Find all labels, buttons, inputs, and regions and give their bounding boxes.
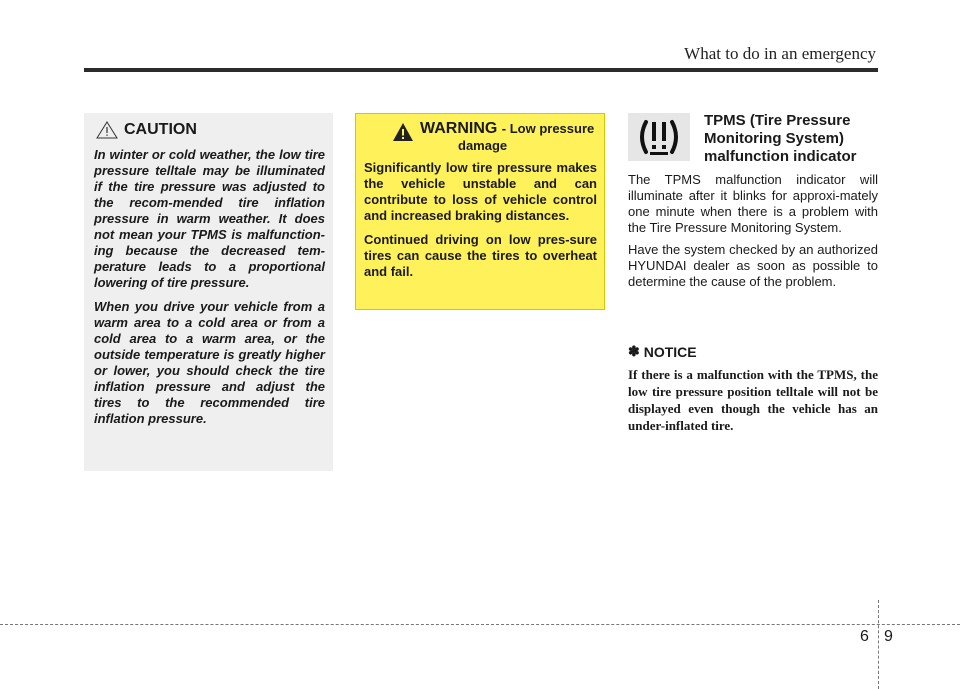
caution-paragraph: When you drive your vehicle from a warm area to a cold area or from a cold area to a warm area, or the outside temperature is greatly higher or lower, you should check the tire inflation pressure and adjust the tires to the recommended tire inflation pressure. bbox=[94, 299, 325, 426]
body-paragraph: Have the system checked by an authorized HYUNDAI dealer as soon as possible to determine the cause of the problem. bbox=[628, 242, 878, 289]
warning-subtitle: - Low pressure bbox=[501, 121, 595, 136]
body-paragraph: The TPMS malfunction indicator will illuminate after it blinks for approxi-mately one minute when there is a problem with the Tire Pressure Monitoring System. bbox=[628, 172, 878, 235]
warning-subtitle-continued: damage bbox=[458, 138, 508, 153]
caution-triangle-icon bbox=[96, 121, 118, 139]
chapter-number: 6 bbox=[860, 628, 869, 645]
warning-triangle-icon bbox=[392, 122, 414, 142]
warning-title: WARNING bbox=[420, 120, 498, 137]
page-header-title: What to do in an emergency bbox=[684, 44, 876, 63]
warning-box bbox=[355, 113, 605, 310]
warning-paragraph: Significantly low tire pressure makes the vehicle unstable and can contribute to loss of vehicle control and increased braking distances. bbox=[364, 160, 597, 223]
header-rule bbox=[84, 68, 878, 72]
notice-star-icon: ✽ bbox=[628, 343, 640, 359]
notice-heading bbox=[628, 343, 697, 360]
notice-text: If there is a malfunction with the TPMS, the low tire pressure position telltale will not be displayed even though the vehicle has an under-inflated tire. bbox=[628, 367, 878, 433]
tpms-body bbox=[628, 172, 878, 296]
page-number: 9 bbox=[884, 628, 893, 645]
caution-header bbox=[94, 119, 325, 141]
section-heading: TPMS (Tire Pressure Monitoring System) malfunction indicator bbox=[704, 112, 857, 165]
tpms-malfunction-icon bbox=[628, 113, 690, 161]
caution-title: CAUTION bbox=[124, 121, 197, 138]
notice-title: NOTICE bbox=[643, 343, 697, 360]
footer-divider bbox=[878, 600, 879, 689]
caution-paragraph: In winter or cold weather, the low tire pressure telltale may be illuminated if the tire pressure was adjusted to the recom-mended tire inflation pressure in warm weather. It does not mean your TPMS is malfunction-ing because the decreased tem-perature leads to a proportional lowering of tire pressure. bbox=[94, 147, 325, 290]
warning-header bbox=[364, 120, 597, 160]
caution-box bbox=[84, 113, 333, 471]
footer-rule bbox=[0, 624, 960, 625]
warning-paragraph: Continued driving on low pres-sure tires can cause the tires to overheat and fail. bbox=[364, 232, 597, 279]
